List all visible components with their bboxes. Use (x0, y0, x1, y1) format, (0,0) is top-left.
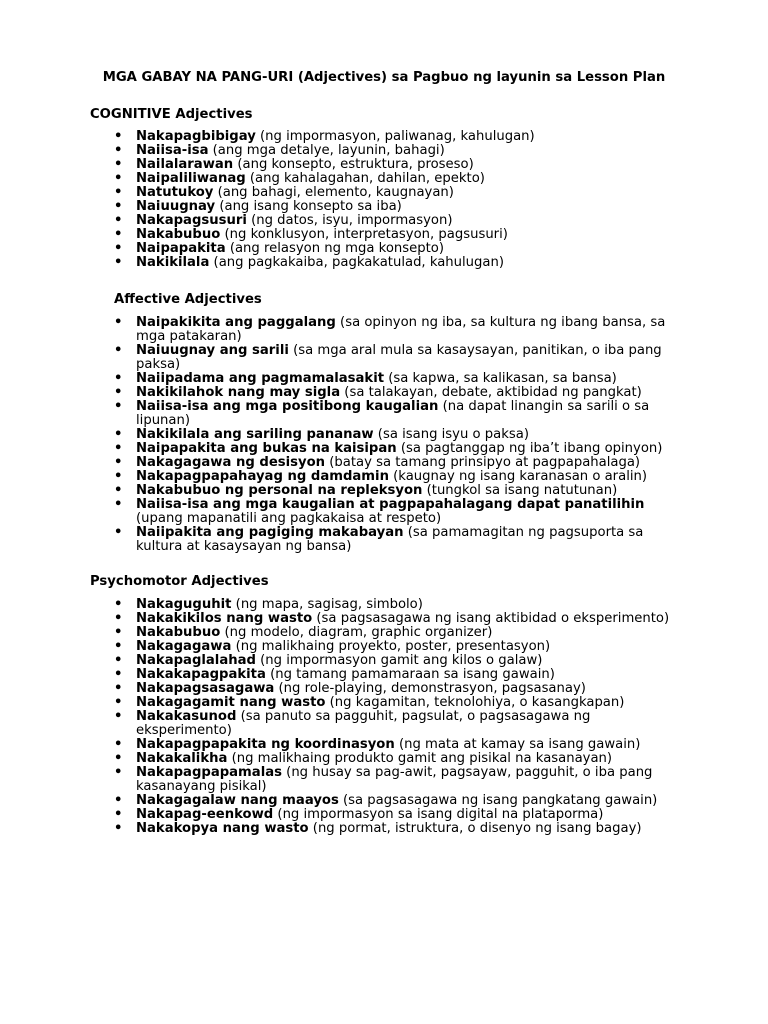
bullet-icon: • (114, 793, 123, 808)
list-item (0, 696, 676, 710)
bullet-icon: • (114, 343, 123, 358)
list-item (0, 766, 676, 794)
bullet-icon: • (114, 483, 123, 498)
list-item (0, 710, 676, 738)
bullet-icon: • (114, 241, 123, 256)
bullet-icon: • (114, 681, 123, 696)
bullet-icon: • (114, 213, 123, 228)
adjective-detail: (ng pormat, istruktura, o disenyo ng isang bagay) (308, 821, 642, 836)
adjective-term: Nakagagawa (136, 639, 232, 654)
list-item (0, 668, 676, 682)
adjective-detail: (sa pagsasagawa ng isang aktibidad o eksperimento) (312, 611, 670, 626)
adjective-term: Nailalarawan (136, 157, 234, 172)
adjective-detail: (sa kapwa, sa kalikasan, sa bansa) (384, 371, 617, 386)
bullet-icon: • (114, 399, 123, 414)
bullet-icon: • (114, 765, 123, 780)
adjective-detail: (kaugnay ng isang karanasan o aralin) (388, 469, 648, 484)
bullet-icon: • (114, 371, 123, 386)
bullet-icon: • (114, 611, 123, 626)
adjective-detail: (ang bahagi, elemento, kaugnayan) (213, 185, 454, 200)
bullet-icon: • (114, 255, 123, 270)
list-item (0, 626, 676, 640)
adjective-detail: (ng role-playing, demonstrasyon, pagsasanay) (274, 681, 586, 696)
bullet-icon: • (114, 427, 123, 442)
adjective-term: Nakakopya nang wasto (136, 821, 309, 836)
list-item (0, 400, 676, 428)
bullet-icon: • (114, 653, 123, 668)
adjective-term: Nakakalikha (136, 751, 228, 766)
adjective-term: Naipakikita ang paggalang (136, 315, 336, 330)
adjective-detail: (ng husay sa pag-awit, pagsayaw, pagguhit, o iba pang kasanayang pisikal) (136, 765, 653, 794)
adjective-term: Nakagagawa ng desisyon (136, 455, 326, 470)
bullet-icon: • (114, 227, 123, 242)
adjective-term: Naiisa-isa ang mga positibong kaugalian (136, 399, 439, 414)
adjective-detail: (ng tamang pamamaraan sa isang gawain) (265, 667, 555, 682)
list-item (0, 794, 676, 808)
adjective-term: Nakakasunod (136, 709, 237, 724)
cognitive-heading: COGNITIVE Adjectives (90, 107, 253, 122)
list-item (0, 344, 676, 372)
adjective-term: Nakapagsusuri (136, 213, 247, 228)
adjective-detail: (ng mapa, sagisag, simbolo) (231, 597, 423, 612)
affective-list (0, 316, 676, 554)
list-item (0, 598, 676, 612)
bullet-icon: • (114, 129, 123, 144)
bullet-icon: • (114, 751, 123, 766)
list-item (0, 640, 676, 654)
adjective-term: Nakapagpapamalas (136, 765, 282, 780)
adjective-term: Naipaliliwanag (136, 171, 246, 186)
bullet-icon: • (114, 667, 123, 682)
cognitive-list (0, 130, 656, 270)
adjective-term: Nakikilahok nang may sigla (136, 385, 341, 400)
adjective-detail: (batay sa tamang prinsipyo at pagpapahalaga) (325, 455, 641, 470)
list-item (0, 822, 676, 836)
bullet-icon: • (114, 821, 123, 836)
adjective-detail: (sa panuto sa pagguhit, pagsulat, o pagsasagawa ng eksperimento) (136, 709, 591, 738)
adjective-term: Nakakikilos nang wasto (136, 611, 313, 626)
list-item (0, 242, 656, 256)
bullet-icon: • (114, 455, 123, 470)
bullet-icon: • (114, 143, 123, 158)
list-item (0, 372, 676, 386)
bullet-icon: • (114, 709, 123, 724)
adjective-term: Nakagagamit nang wasto (136, 695, 326, 710)
adjective-detail: (na dapat linangin sa sarili o sa lipunan) (136, 399, 650, 428)
adjective-detail: (ang kahalagahan, dahilan, epekto) (245, 171, 485, 186)
document-title: MGA GABAY NA PANG-URI (Adjectives) sa Pagbuo ng layunin sa Lesson Plan (102, 70, 666, 85)
adjective-term: Nakapag-eenkowd (136, 807, 274, 822)
bullet-icon: • (114, 469, 123, 484)
bullet-icon: • (114, 385, 123, 400)
adjective-term: Naiuugnay (136, 199, 216, 214)
adjective-term: Nakabubuo (136, 227, 221, 242)
adjective-detail: (ang pagkakaiba, pagkakatulad, kahulugan) (209, 255, 504, 270)
adjective-term: Nakakapagpakita (136, 667, 266, 682)
adjective-term: Nakabubuo (136, 625, 221, 640)
list-item (0, 214, 656, 228)
adjective-detail: (sa mga aral mula sa kasaysayan, panitikan, o iba pang paksa) (136, 343, 662, 372)
bullet-icon: • (114, 199, 123, 214)
adjective-term: Nakapagbibigay (136, 129, 256, 144)
list-item (0, 316, 676, 344)
adjective-term: Nakapaglalahad (136, 653, 256, 668)
adjective-term: Naiisa-isa (136, 143, 209, 158)
adjective-detail: (tungkol sa isang natutunan) (422, 483, 618, 498)
adjective-detail: (ang relasyon ng mga konsepto) (225, 241, 445, 256)
list-item (0, 186, 656, 200)
adjective-detail: (sa talakayan, debate, aktibidad ng pangkat) (340, 385, 642, 400)
bullet-icon: • (114, 441, 123, 456)
list-item (0, 172, 656, 186)
list-item (0, 526, 676, 554)
list-item (0, 456, 676, 470)
adjective-detail: (ng kagamitan, teknolohiya, o kasangkapan) (325, 695, 625, 710)
list-item (0, 498, 676, 526)
list-item (0, 612, 676, 626)
list-item (0, 484, 676, 498)
list-item (0, 228, 656, 242)
list-item (0, 442, 676, 456)
adjective-term: Nakapagsasagawa (136, 681, 275, 696)
adjective-detail: (ng impormasyon, paliwanag, kahulugan) (255, 129, 535, 144)
bullet-icon: • (114, 639, 123, 654)
adjective-detail: (ng impormasyon gamit ang kilos o galaw) (255, 653, 543, 668)
psychomotor-list (0, 598, 676, 836)
bullet-icon: • (114, 157, 123, 172)
adjective-detail: (ang mga detalye, layunin, bahagi) (208, 143, 445, 158)
list-item (0, 144, 656, 158)
list-item (0, 808, 676, 822)
bullet-icon: • (114, 737, 123, 752)
adjective-detail: (ang konsepto, estruktura, proseso) (233, 157, 474, 172)
list-item (0, 428, 676, 442)
list-item (0, 386, 676, 400)
adjective-term: Naiipakita ang pagiging makabayan (136, 525, 404, 540)
bullet-icon: • (114, 807, 123, 822)
adjective-term: Nakapagpapahayag ng damdamin (136, 469, 389, 484)
bullet-icon: • (114, 171, 123, 186)
adjective-detail: (ng mata at kamay sa isang gawain) (394, 737, 641, 752)
adjective-term: Naiisa-isa ang mga kaugalian at pagpapahalagang dapat panatilihin (136, 497, 645, 512)
adjective-detail: (ng datos, isyu, impormasyon) (246, 213, 453, 228)
list-item (0, 654, 676, 668)
list-item (0, 130, 656, 144)
adjective-term: Nakikilala (136, 255, 210, 270)
adjective-detail: (ng konklusyon, interpretasyon, pagsusuri) (220, 227, 508, 242)
adjective-term: Nakabubuo ng personal na repleksyon (136, 483, 423, 498)
list-item (0, 752, 676, 766)
adjective-term: Nakikilala ang sariling pananaw (136, 427, 374, 442)
bullet-icon: • (114, 695, 123, 710)
bullet-icon: • (114, 597, 123, 612)
list-item (0, 158, 656, 172)
list-item (0, 470, 676, 484)
adjective-detail: (ang isang konsepto sa iba) (215, 199, 402, 214)
adjective-term: Naiuugnay ang sarili (136, 343, 289, 358)
list-item (0, 738, 676, 752)
bullet-icon: • (114, 185, 123, 200)
bullet-icon: • (114, 497, 123, 512)
list-item (0, 256, 656, 270)
adjective-detail: (sa isang isyu o paksa) (373, 427, 529, 442)
adjective-term: Naipapakita ang bukas na kaisipan (136, 441, 397, 456)
bullet-icon: • (114, 315, 123, 330)
bullet-icon: • (114, 625, 123, 640)
adjective-detail: (sa pagtanggap ng iba’t ibang opinyon) (396, 441, 663, 456)
adjective-term: Nakapagpapakita ng koordinasyon (136, 737, 395, 752)
adjective-detail: (upang mapanatili ang pagkakaisa at respeto) (136, 511, 442, 526)
adjective-term: Natutukoy (136, 185, 214, 200)
adjective-term: Naipapakita (136, 241, 226, 256)
adjective-detail: (ng modelo, diagram, graphic organizer) (220, 625, 493, 640)
adjective-detail: (sa pamamagitan ng pagsuporta sa kultura at kasaysayan ng bansa) (136, 525, 644, 554)
adjective-term: Naiipadama ang pagmamalasakit (136, 371, 385, 386)
adjective-detail: (sa opinyon ng iba, sa kultura ng ibang bansa, sa mga patakaran) (136, 315, 666, 344)
adjective-detail: (ng impormasyon sa isang digital na plataporma) (273, 807, 604, 822)
adjective-detail: (sa pagsasagawa ng isang pangkatang gawain) (338, 793, 658, 808)
psychomotor-heading: Psychomotor Adjectives (90, 574, 269, 589)
bullet-icon: • (114, 525, 123, 540)
adjective-term: Nakaguguhit (136, 597, 232, 612)
adjective-detail: (ng malikhaing proyekto, poster, presentasyon) (231, 639, 551, 654)
adjective-term: Nakagagalaw nang maayos (136, 793, 339, 808)
affective-heading: Affective Adjectives (114, 292, 262, 307)
list-item (0, 200, 656, 214)
adjective-detail: (ng malikhaing produkto gamit ang pisikal na kasanayan) (227, 751, 613, 766)
list-item (0, 682, 676, 696)
